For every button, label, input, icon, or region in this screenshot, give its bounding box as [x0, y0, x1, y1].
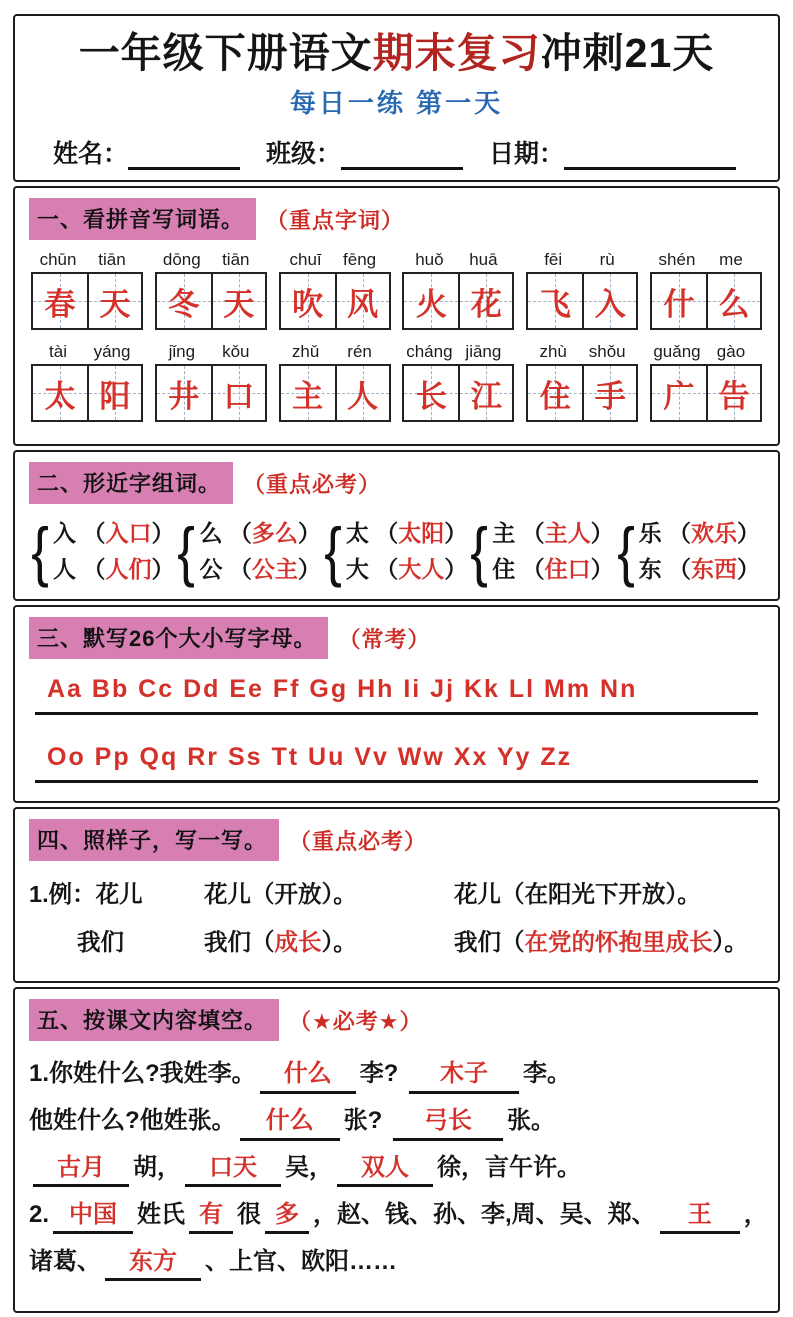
- example-text: 我们: [77, 929, 124, 956]
- sentence-text: 徐，言午许。: [437, 1154, 581, 1182]
- paren: （: [375, 555, 399, 582]
- section-pinyin-words: [13, 186, 780, 446]
- fill-line-5: [29, 1239, 764, 1286]
- alphabet-line-2: Oo Pp Qq Rr Ss Tt Uu Vv Ww Xx Yy Zz: [35, 737, 758, 783]
- answer-character: 什: [663, 286, 695, 322]
- answer-character: 广: [663, 378, 695, 414]
- paren: ）: [297, 520, 321, 547]
- character-grid-box: [155, 364, 267, 422]
- answer-character: 天: [223, 286, 255, 322]
- sentence-text: 李。: [523, 1060, 572, 1088]
- pair-line: [639, 516, 760, 552]
- section1-note: （重点字词）: [266, 207, 405, 233]
- pinyin-syllable: dōng: [162, 250, 201, 270]
- pinyin-word: [155, 250, 267, 330]
- grid-cell: [582, 274, 636, 328]
- answer-character: 阳: [99, 378, 131, 414]
- pair-line: [346, 516, 467, 552]
- section3-note: （常考）: [338, 626, 431, 652]
- page-subtitle: 每日一练 第一天: [289, 88, 504, 119]
- section-copy-example: [13, 807, 780, 983]
- answer-character: 冬: [168, 286, 200, 322]
- character-pair-group: [29, 516, 174, 587]
- section2-note: （重点必考）: [243, 471, 382, 497]
- answer-character: 么: [718, 286, 750, 322]
- pinyin-label: [650, 250, 762, 270]
- answer-character: 告: [718, 378, 750, 414]
- pinyin-syllable: guǎng: [653, 342, 701, 362]
- blank-answer[interactable]: 弓长: [393, 1105, 503, 1140]
- pinyin-syllable: chuī: [289, 250, 322, 270]
- character-grid-box: [650, 272, 762, 330]
- pinyin-word: [650, 342, 762, 422]
- paren: （: [228, 520, 252, 547]
- character-grid-box: [279, 272, 391, 330]
- character-grid-box: [526, 272, 638, 330]
- pinyin-syllable: fēng: [343, 250, 377, 270]
- paren: ）: [737, 520, 760, 547]
- grid-cell: [33, 366, 87, 420]
- section4-note: （重点必考）: [289, 828, 428, 854]
- info-field-blank[interactable]: [341, 142, 463, 170]
- answer-word: 多么: [251, 520, 298, 547]
- character-grid-box: [402, 272, 514, 330]
- paren: （: [228, 555, 252, 582]
- paren: （: [668, 555, 691, 582]
- pair-line: [199, 552, 320, 588]
- pinyin-syllable: kǒu: [222, 342, 250, 362]
- answer-character: 住: [539, 378, 571, 414]
- blank-answer[interactable]: 木子: [409, 1058, 519, 1093]
- base-character: 么: [199, 520, 229, 547]
- sentence-text: 张。: [507, 1107, 555, 1135]
- pair-line: [492, 516, 613, 552]
- grid-cell: [87, 274, 141, 328]
- pinyin-label: [526, 250, 638, 270]
- fill-line-3: [29, 1145, 764, 1192]
- example-cell: [204, 875, 454, 909]
- pair-lines: [199, 516, 320, 587]
- section5-note: （★必考★）: [289, 1008, 423, 1034]
- pinyin-syllable: tiān: [98, 250, 126, 270]
- answer-character: 江: [470, 378, 502, 414]
- grid-cell: [404, 366, 458, 420]
- base-character: 大: [345, 555, 376, 582]
- section2-title: 二、形近字组词。: [29, 462, 233, 504]
- pair-line: [199, 516, 320, 552]
- pinyin-word: [526, 342, 638, 422]
- pinyin-word: [31, 342, 143, 422]
- section-similar-characters: [13, 450, 780, 601]
- answer-character: 吹: [292, 286, 324, 322]
- answer-word: 入口: [105, 520, 152, 547]
- pinyin-word: [526, 250, 638, 330]
- blank-answer[interactable]: 多: [265, 1199, 309, 1234]
- pinyin-label: [279, 250, 391, 270]
- grid-cell: [404, 274, 458, 328]
- grid-cell: [87, 366, 141, 420]
- character-pair-group: [175, 516, 320, 587]
- blank-answer[interactable]: 有: [189, 1199, 233, 1234]
- pinyin-syllable: shén: [658, 250, 696, 270]
- sentence-text: 很: [237, 1200, 262, 1228]
- pinyin-syllable: huǒ: [415, 250, 444, 270]
- pinyin-syllable: rù: [599, 250, 615, 270]
- pinyin-label: [402, 342, 514, 362]
- base-character: 公: [199, 555, 229, 582]
- blank-answer[interactable]: 中国: [53, 1199, 133, 1234]
- sentence-text: ，: [743, 1200, 768, 1228]
- fill-line-1: [29, 1051, 764, 1098]
- pair-line: [346, 552, 467, 588]
- pinyin-syllable: chūn: [39, 250, 77, 270]
- paren: ）: [444, 555, 468, 582]
- pinyin-word: [155, 342, 267, 422]
- fill-line-4: [29, 1192, 768, 1239]
- pinyin-syllable: zhù: [539, 342, 567, 362]
- grid-cell: [582, 366, 636, 420]
- sentence-text: 吴，: [285, 1154, 333, 1182]
- paren: ）: [444, 520, 468, 547]
- pinyin-label: [650, 342, 762, 362]
- pinyin-syllable: tài: [49, 342, 67, 362]
- answer-character: 手: [594, 378, 626, 414]
- paren: ）: [151, 555, 175, 582]
- answer-character: 飞: [539, 286, 571, 322]
- blank-answer[interactable]: 什么: [260, 1058, 356, 1093]
- example-cell: [29, 923, 204, 957]
- pinyin-syllable: me: [719, 250, 743, 270]
- base-character: 人: [53, 555, 83, 582]
- worksheet-page: [13, 14, 780, 1317]
- answer-character: 风: [347, 286, 379, 322]
- pinyin-syllable: huā: [469, 250, 498, 270]
- character-grid-box: [279, 364, 391, 422]
- base-character: 乐: [638, 520, 668, 547]
- info-field-blank[interactable]: [564, 142, 736, 170]
- answer-character: 火: [415, 286, 447, 322]
- grid-cell: [281, 366, 335, 420]
- base-character: 住: [492, 555, 522, 582]
- paren: ）: [590, 555, 614, 582]
- answer-text: 在党的怀抱里成长: [524, 929, 713, 956]
- section3-title: 三、默写26个大小写字母。: [29, 617, 328, 659]
- bracket-pairs-row: [29, 514, 764, 589]
- character-pair-group: [468, 516, 613, 587]
- example-cell: [204, 923, 454, 957]
- paren: （: [82, 520, 106, 547]
- left-brace: {: [470, 514, 489, 589]
- blank-answer[interactable]: 口天: [185, 1152, 281, 1187]
- grid-cell: [33, 274, 87, 328]
- info-field-label: 日期：: [489, 140, 565, 169]
- character-grid-box: [31, 364, 143, 422]
- info-field-blank[interactable]: [128, 142, 240, 170]
- section2-heading-row: [29, 462, 764, 504]
- sentence-text: 姓氏: [137, 1200, 186, 1228]
- pinyin-syllable: jǐng: [168, 342, 196, 362]
- sentence-text: 2.: [29, 1200, 50, 1228]
- pinyin-syllable: jiāng: [465, 342, 502, 362]
- answer-character: 长: [415, 378, 447, 414]
- info-field-1: [266, 134, 463, 170]
- info-field-2: [489, 134, 736, 170]
- answer-character: 春: [44, 286, 76, 322]
- pinyin-word: [279, 250, 391, 330]
- pinyin-word: [402, 250, 514, 330]
- answer-word: 太阳: [398, 520, 445, 547]
- sentence-text: 诸葛、: [29, 1247, 101, 1275]
- blank-answer[interactable]: 双人: [337, 1152, 433, 1187]
- answer-character: 井: [168, 378, 200, 414]
- example-text: 1.例：花儿: [29, 881, 143, 908]
- base-character: 东: [638, 555, 668, 582]
- title-post: 冲刺21天: [540, 30, 715, 76]
- character-grid-box: [650, 364, 762, 422]
- pinyin-syllable: tiān: [222, 250, 250, 270]
- paren: ）: [151, 520, 175, 547]
- grid-cell: [652, 366, 706, 420]
- fill-line-2: [29, 1098, 764, 1145]
- info-row: [53, 134, 768, 170]
- pair-line: [53, 516, 174, 552]
- paren: （: [668, 520, 691, 547]
- example-text: 我们（: [454, 929, 525, 956]
- answer-character: 口: [223, 378, 255, 414]
- grid-cell: [528, 366, 582, 420]
- pair-lines: [346, 516, 467, 587]
- sentence-text: ，赵、钱、孙、李,周、吴、郑、: [313, 1200, 656, 1228]
- pair-lines: [492, 516, 613, 587]
- sentence-text: 1.你姓什么?我姓李。: [29, 1060, 256, 1088]
- answer-character: 太: [44, 378, 76, 414]
- character-grid-box: [155, 272, 267, 330]
- paren: ）: [297, 555, 321, 582]
- answer-character: 主: [292, 378, 324, 414]
- answer-text: 成长: [274, 929, 322, 956]
- sentence-text: 胡，: [133, 1154, 181, 1182]
- answer-word: 人们: [105, 555, 152, 582]
- paren: （: [82, 555, 106, 582]
- pinyin-word: [650, 250, 762, 330]
- pair-line: [53, 552, 174, 588]
- answer-character: 花: [470, 286, 502, 322]
- section5-title: 五、按课文内容填空。: [29, 999, 279, 1041]
- info-field-0: [53, 134, 240, 170]
- answer-character: 天: [99, 286, 131, 322]
- character-pair-group: [322, 516, 467, 587]
- answer-word: 大人: [398, 555, 445, 582]
- pinyin-label: [526, 342, 638, 362]
- blank-answer[interactable]: 王: [660, 1199, 740, 1234]
- grid-cell: [157, 274, 211, 328]
- fill-in-lines: [29, 1051, 768, 1285]
- pinyin-label: [279, 342, 391, 362]
- example-row-2: [29, 923, 764, 957]
- pinyin-word: [31, 250, 143, 330]
- blank-answer[interactable]: 古月: [33, 1152, 129, 1187]
- grid-cell: [211, 274, 265, 328]
- grid-cell: [528, 274, 582, 328]
- answer-word: 住口: [544, 555, 591, 582]
- character-grid-box: [526, 364, 638, 422]
- title-pre: 一年级下册语文: [78, 30, 373, 76]
- pinyin-word: [279, 342, 391, 422]
- alphabet-lines: [29, 669, 764, 783]
- pinyin-syllable: fēi: [544, 250, 563, 270]
- answer-word: 东西: [691, 555, 737, 582]
- pair-lines: [639, 516, 760, 587]
- example-row-1: [29, 875, 764, 909]
- example-text: ）。: [712, 929, 748, 956]
- section-alphabet: [13, 605, 780, 803]
- grid-cell: [335, 274, 389, 328]
- pinyin-syllable: zhǔ: [291, 342, 320, 362]
- alphabet-line-1: Aa Bb Cc Dd Ee Ff Gg Hh Ii Jj Kk Ll Mm Nn: [35, 669, 758, 715]
- sentence-text: 、上官、欧阳……: [205, 1247, 397, 1275]
- blank-answer[interactable]: 什么: [240, 1105, 340, 1140]
- grid-cell: [458, 366, 512, 420]
- grid-cell: [706, 366, 760, 420]
- pinyin-syllable: rén: [347, 342, 372, 362]
- pair-line: [639, 552, 760, 588]
- sentence-text: 张?: [343, 1107, 389, 1135]
- section3-heading-row: [29, 617, 764, 659]
- left-brace: {: [177, 514, 196, 589]
- pinyin-label: [402, 250, 514, 270]
- paren: （: [521, 555, 545, 582]
- section-fill-blanks: [13, 987, 780, 1313]
- sentence-text: 李?: [359, 1060, 406, 1088]
- pinyin-syllable: shǒu: [588, 342, 626, 362]
- grid-cell: [335, 366, 389, 420]
- pinyin-row-1: [31, 250, 762, 330]
- left-brace: {: [616, 514, 635, 589]
- example-rows: [29, 875, 764, 957]
- info-field-label: 班级：: [266, 140, 342, 169]
- example-text: 我们（: [204, 929, 275, 956]
- example-text: ）。: [321, 929, 357, 956]
- answer-word: 主人: [544, 520, 591, 547]
- pinyin-syllable: yáng: [93, 342, 131, 362]
- pair-line: [492, 552, 613, 588]
- pinyin-label: [31, 250, 143, 270]
- answer-character: 入: [594, 286, 626, 322]
- base-character: 主: [492, 520, 522, 547]
- pinyin-label: [155, 250, 267, 270]
- paren: （: [521, 520, 545, 547]
- section5-heading-row: [29, 999, 764, 1041]
- character-grid-box: [31, 272, 143, 330]
- paren: ）: [590, 520, 614, 547]
- title-highlight: 期末复习: [372, 30, 541, 76]
- grid-cell: [281, 274, 335, 328]
- section4-title: 四、照样子，写一写。: [29, 819, 279, 861]
- base-character: 太: [345, 520, 376, 547]
- example-cell: [454, 875, 764, 909]
- header-box: [13, 14, 780, 182]
- pinyin-label: [155, 342, 267, 362]
- paren: ）: [737, 555, 760, 582]
- pinyin-syllable: gào: [716, 342, 746, 362]
- paren: （: [375, 520, 399, 547]
- character-pair-group: [615, 516, 760, 587]
- pinyin-syllable: cháng: [406, 342, 453, 362]
- grid-cell: [706, 274, 760, 328]
- base-character: 入: [53, 520, 83, 547]
- example-cell: [29, 875, 204, 909]
- example-text: 花儿（开放）。: [204, 881, 357, 908]
- grid-cell: [211, 366, 265, 420]
- section1-title: 一、看拼音写词语。: [29, 198, 256, 240]
- grid-cell: [157, 366, 211, 420]
- pinyin-row-2: [31, 342, 762, 422]
- sentence-text: 他姓什么?他姓张。: [29, 1107, 236, 1135]
- grid-cell: [652, 274, 706, 328]
- info-field-label: 姓名：: [53, 140, 129, 169]
- character-grid-box: [402, 364, 514, 422]
- answer-character: 人: [347, 378, 379, 414]
- example-cell: [454, 923, 764, 957]
- pinyin-grid: [29, 250, 764, 422]
- example-text: 花儿（在阳光下开放）。: [454, 881, 701, 908]
- section4-heading-row: [29, 819, 764, 861]
- section1-heading-row: [29, 198, 764, 240]
- answer-word: 欢乐: [691, 520, 737, 547]
- answer-word: 公主: [251, 555, 298, 582]
- pinyin-word: [402, 342, 514, 422]
- blank-answer[interactable]: 东方: [105, 1246, 201, 1281]
- pair-lines: [53, 516, 174, 587]
- page-title: [25, 30, 768, 77]
- pinyin-label: [31, 342, 143, 362]
- grid-cell: [458, 274, 512, 328]
- left-brace: {: [31, 514, 49, 589]
- left-brace: {: [323, 514, 342, 589]
